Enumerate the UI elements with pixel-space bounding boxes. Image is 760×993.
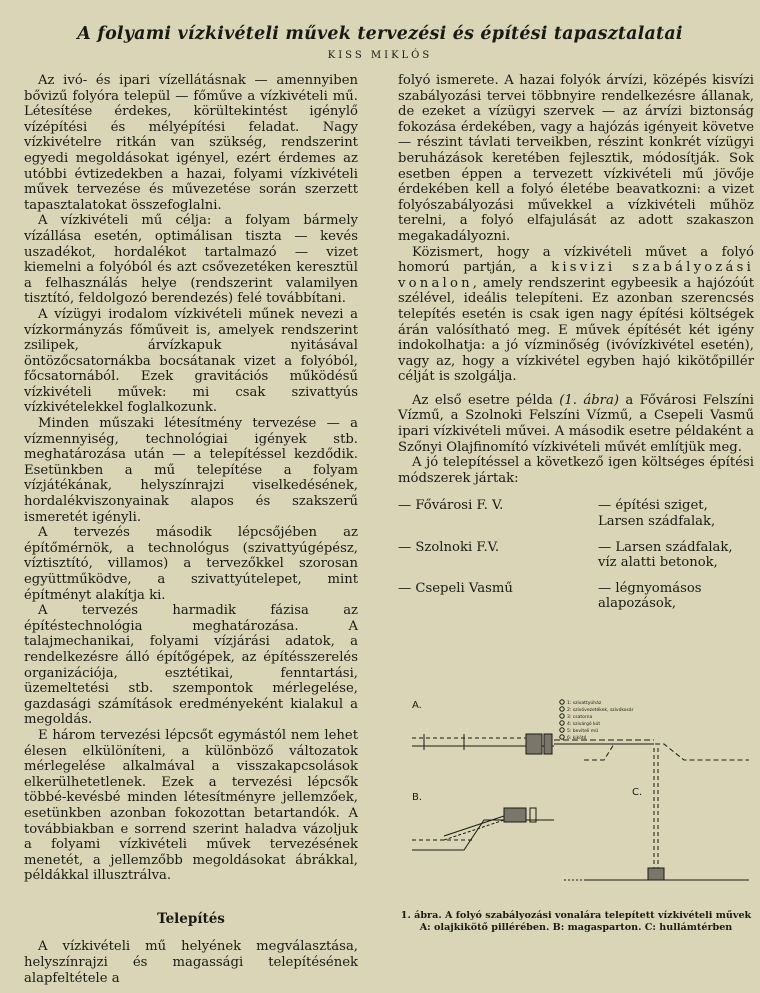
high-bank-profile	[412, 820, 554, 850]
method-site: — Fővárosi F. V.	[398, 498, 504, 514]
legend-item: 1: szivattyúház	[567, 701, 602, 706]
paragraph: A tervezés harmadik fázisa az építéstechnológia meghatározása. A talajmechanikai, folyami vízjárási adatok, a rendelkezésre álló építőgépek, az építésszerelés organizációja, esztétikai, fenntartási, üzemeltetési stb. szempontok mérlegelése, gazdasági számítások eredményeként kialakul a megoldás.	[24, 603, 358, 728]
legend-marker	[560, 714, 564, 718]
figure-label-c: C.	[632, 787, 643, 798]
legend-marker	[560, 721, 564, 725]
emphasized-text: kisvizi szabályozási vonalon	[398, 260, 754, 291]
method-row	[398, 581, 754, 612]
legend-marker	[560, 707, 564, 711]
text-run: a Fővárosi Felszíni Vízmű, a Szolnoki Felszíni Vízmű, a Csepeli Vasmű ipari vízkivételi művei. A második esetre példaként a Szőnyi Olajfinomító vízkivételi művét említjük meg.	[398, 392, 754, 455]
pump-house	[526, 734, 542, 754]
text-run: , amely rendszerint egybeesik a hajózóút szélével, ideális telepíteni. Ez azonban szerencsés telepítés esetén is csak igen nagy építési költségek árán valósítható meg. E művek építését két igény indokolhatja: a jó vízminőség (ivóvízkivétel esetén), vagy az, hogy a vízkivétel egyben hajó kikötőpillér célját is szolgálja.	[398, 275, 754, 385]
paragraph: A vízügyi irodalom vízkivételi műnek nevezi a vízkormányzás főműveit is, amelyek rendszerint zsilipek, árvízkapuk nyitásával öntözőcsatornákba bocsátanak vizet a folyóból, főcsatornából. Ezek gravitációs működésű vízkivételi művek: mi csak szivattyús vízkivételekkel foglalkozunk.	[24, 306, 358, 416]
legend-item: 2: szívóvezetékek, szívókosár	[567, 708, 634, 713]
pier	[544, 734, 552, 754]
pump-house	[504, 808, 526, 822]
paragraph: A jó telepítéssel a következő igen költséges építési módszerek jártak:	[398, 455, 754, 486]
method-description: — építési sziget, Larsen szádfalak,	[598, 498, 716, 530]
caption-line: 1. ábra. A folyó szabályozási vonalára telepített vízkivételi művek	[400, 910, 752, 921]
paragraph: folyó ismerete. A hazai folyók árvízi, középés kisvízi szabályozási tervei többnyire rendelkezésre állanak, de ezeket a vízügyi szervek — az árvízi biztonság fokozása érdekében, vagy a hajózás igényeit követve — részint távlati terveikben, részint konkrét vízügyi beruházások keretében fejlesztik, módosítják. Sok esetben éppen a tervezett vízkivételi mű jövője érdekében kell a folyó életébe beavatkozni: a vizet folyószabályozási művekkel a vízkivételi műhöz terelni, a folyó elfajulását az adott szakaszon megakadályozni.	[398, 73, 754, 244]
figure-reference: (1. ábra)	[559, 392, 619, 408]
method-description: — légnyomásos alapozások,	[598, 580, 702, 612]
paragraph: A tervezés második lépcsőjében az építőmérnök, a technológus (szivattyúgépész, víztisztító, villamos) a tervezőkkel szorosan együttműködve, a szivattyútelepet, mint építményt alakítja ki.	[24, 525, 358, 603]
method-site: — Csepeli Vasmű	[398, 580, 513, 596]
text-run: Közismert, hogy a vízkivételi művet a folyó homorú partján, a	[398, 244, 754, 276]
legend-item: 4: szivárgó kút	[567, 722, 601, 727]
paragraph	[398, 393, 754, 455]
caption-line: A: olajkikötő pillérében. B: magasparton. C: hullámtérben	[419, 921, 733, 933]
right-column	[398, 73, 754, 622]
method-description: — Larsen szádfalak, víz alatti betonok,	[598, 539, 733, 571]
article-author: KISS MIKLÓS	[327, 50, 433, 61]
figure-diagram	[404, 690, 756, 900]
paragraph: A vízkivételi mű célja: a folyam bármely vízállása esetén, optimálisan tiszta — kevés uszadékot, hordalékot tartalmazó — vizet kiemelni a folyóból és azt csővezetéken keresztül a felhasználás helye (rendszerint valamilyen tisztító, feldolgozó berendezés) felé továbbítani.	[24, 213, 358, 307]
flood-bank-profile	[584, 744, 749, 760]
section-heading: Telepítés	[157, 910, 225, 927]
intake-structure	[648, 868, 664, 880]
suction-pipe	[444, 816, 504, 836]
method-row	[398, 498, 754, 529]
method-list	[398, 498, 754, 612]
paragraph: Az ivó- és ipari vízellátásnak — amennyiben bővizű folyóra települ — főműve a vízkivételi mű. Létesítése érdekes, körültekintést igénylő vízépítési és mélyépítési feladat. Nagy vízkivételre ritkán van szükség, rendszerint egyedi megoldásokat igényel, ezért érdemes az utóbbi évtizedekben a hazai, folyami vízkivételi művek tervezése és művezetése során szerzett tapasztalatokat összefoglalni.	[24, 73, 358, 213]
legend-marker	[560, 700, 564, 704]
legend-item: 5: beviteli mű	[567, 729, 599, 734]
left-column	[24, 73, 358, 986]
figure-label-b: B.	[412, 792, 423, 803]
figure-caption	[398, 910, 754, 933]
legend-item: 3: csatorna	[567, 715, 593, 720]
paragraph	[398, 245, 754, 385]
legend-marker	[560, 735, 564, 739]
paragraph: A vízkivételi mű helyének megválasztása, helyszínrajzi és magassági telepítésének alapfeltétele a	[24, 939, 358, 986]
article-title: A folyami vízkivételi művek tervezési és építési tapasztalatai	[77, 24, 683, 44]
suction-pipe	[444, 820, 504, 840]
paragraph: E három tervezési lépcsőt egymástól nem lehet élesen elkülöníteni, a különböző változatok mérlegelése alkalmával a visszakapcsolások elkerülhetetlenek. Ezek a tervezési lépcsők többé-kevésbé minden létesítményre jellemzőek, esetünkben azonban fokozottan betartandók. A továbbiakban e sorrend szerint haladva vázoljuk a folyami vízkivételi művek tervezésének menetét, a jellemzőbb megoldásokat ábrákkal, példákkal illusztrálva.	[24, 727, 358, 884]
figure-label-a: A.	[412, 700, 422, 711]
legend-item: 6: kikötő	[567, 736, 587, 741]
method-site: — Szolnoki F.V.	[398, 539, 500, 555]
method-row	[398, 540, 754, 571]
text-run: Az első esetre példa	[412, 392, 553, 408]
paragraph: Minden műszaki létesítmény tervezése — a vízmennyiség, technológiai igények stb. meghatározása után — a telepítéssel kezdődik. Esetünkben a mű telepítése a folyam vízjátékának, helyszínrajzi viselkedésének, hordalékviszonyainak alapos és szakszerű ismeretét igényli.	[24, 416, 358, 525]
legend-marker	[560, 728, 564, 732]
